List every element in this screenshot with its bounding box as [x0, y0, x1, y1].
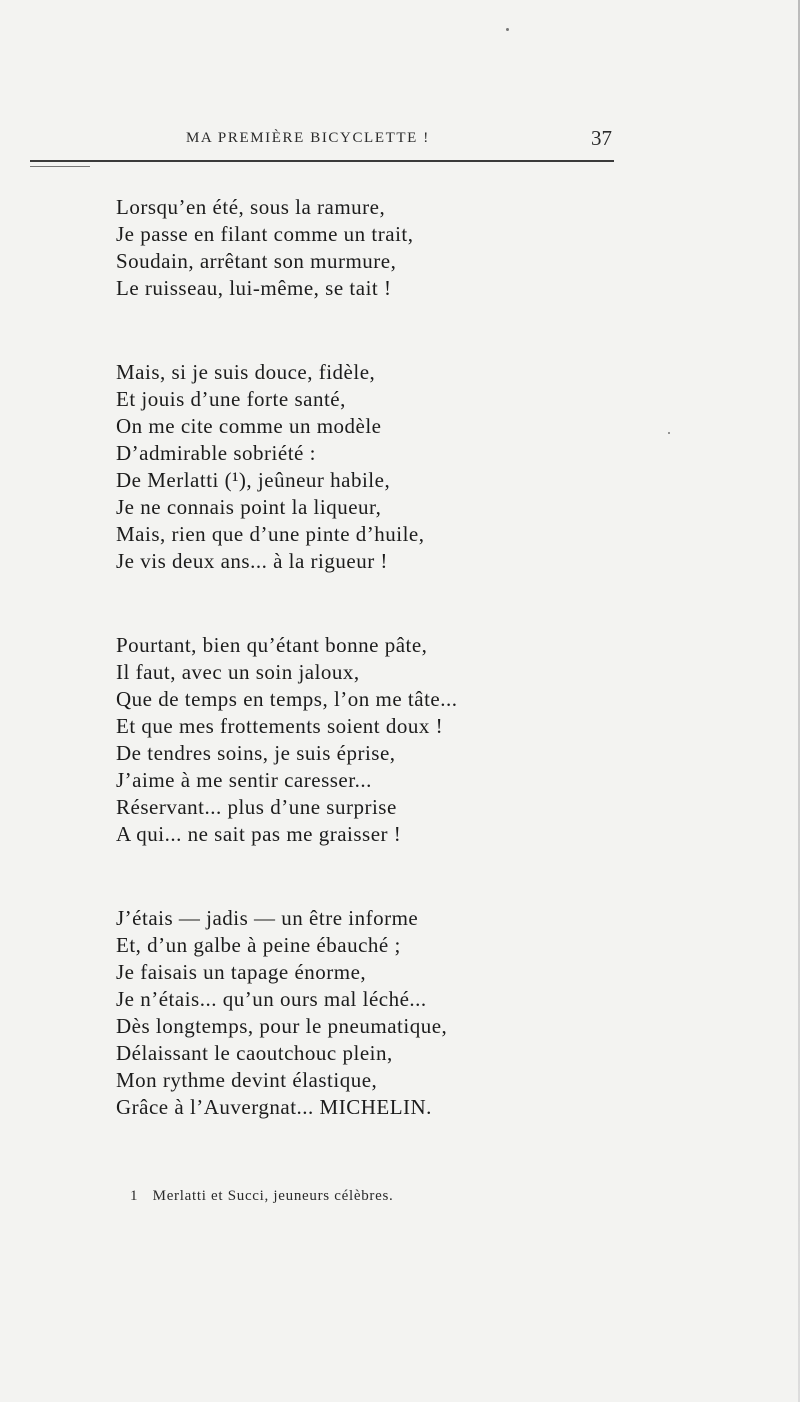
- stanza-1: [116, 194, 414, 302]
- verse-line: Je ne connais point la liqueur,: [116, 495, 382, 519]
- verse-line: Que de temps en temps, l’on me tâte...: [116, 687, 458, 711]
- verse-line: De tendres soins, je suis éprise,: [116, 741, 396, 765]
- verse-line: Je passe en filant comme un trait,: [116, 222, 414, 246]
- paper-speck: [506, 28, 509, 31]
- paper-speck: [668, 432, 670, 434]
- page-header: [186, 126, 616, 156]
- verse-line: Grâce à l’Auvergnat... MICHELIN.: [116, 1095, 432, 1119]
- verse-line: A qui... ne sait pas me graisser !: [116, 822, 402, 846]
- verse-line: Lorsqu’en été, sous la ramure,: [116, 195, 386, 219]
- verse-line: Il faut, avec un soin jaloux,: [116, 660, 360, 684]
- footnote: [130, 1188, 393, 1205]
- verse-line: Mais, si je suis douce, fidèle,: [116, 360, 376, 384]
- footnote-text: Merlatti et Succi, jeuneurs célèbres.: [152, 1188, 394, 1204]
- verse-line: D’admirable sobriété :: [116, 441, 316, 465]
- footnote-number: 1: [130, 1188, 139, 1204]
- verse-line: Et jouis d’une forte santé,: [116, 387, 346, 411]
- verse-line: Dès longtemps, pour le pneumatique,: [116, 1014, 448, 1038]
- running-title: MA PREMIÈRE BICYCLETTE !: [186, 130, 430, 146]
- verse-line: Je faisais un tapage énorme,: [116, 960, 367, 984]
- header-rule-fragment: [30, 166, 90, 167]
- verse-line: Délaissant le caoutchouc plein,: [116, 1041, 393, 1065]
- verse-line: De Merlatti (¹), jeûneur habile,: [116, 468, 391, 492]
- verse-line: Et, d’un galbe à peine ébauché ;: [116, 933, 401, 957]
- header-rule: [30, 160, 614, 162]
- stanza-4: [116, 905, 447, 1121]
- verse-line: Pourtant, bien qu’étant bonne pâte,: [116, 633, 428, 657]
- verse-line: Mon rythme devint élastique,: [116, 1068, 378, 1092]
- page-number: 37: [591, 126, 612, 150]
- verse-line: Je vis deux ans... à la rigueur !: [116, 549, 388, 573]
- verse-line: Soudain, arrêtant son murmure,: [116, 249, 397, 273]
- verse-line: Mais, rien que d’une pinte d’huile,: [116, 522, 425, 546]
- verse-line: Réservant... plus d’une surprise: [116, 795, 397, 819]
- verse-line: J’aime à me sentir caresser...: [116, 768, 372, 792]
- verse-line: Et que mes frottements soient doux !: [116, 714, 444, 738]
- verse-line: J’étais — jadis — un être informe: [116, 906, 419, 930]
- stanza-3: [116, 632, 458, 848]
- stanza-2: [116, 359, 425, 575]
- verse-line: On me cite comme un modèle: [116, 414, 382, 438]
- verse-line: Je n’étais... qu’un ours mal léché...: [116, 987, 427, 1011]
- verse-line: Le ruisseau, lui-même, se tait !: [116, 276, 392, 300]
